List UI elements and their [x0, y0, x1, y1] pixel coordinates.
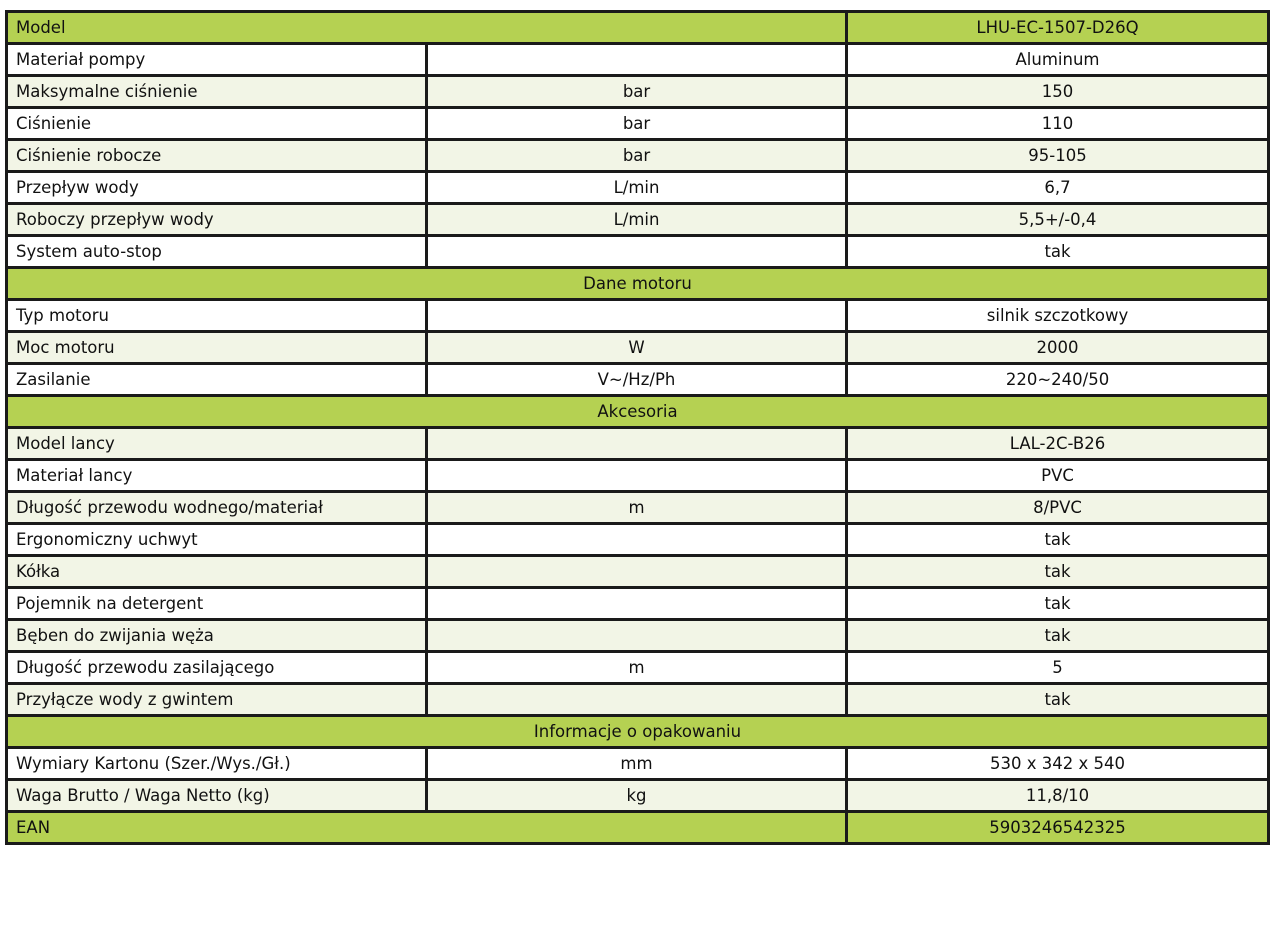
row-label: Zasilanie — [7, 364, 427, 396]
table-row — [7, 364, 1269, 396]
row-unit: L/min — [427, 172, 847, 204]
table-row — [7, 524, 1269, 556]
table-row — [7, 140, 1269, 172]
table-row — [7, 748, 1269, 780]
row-unit: bar — [427, 76, 847, 108]
section-title: Informacje o opakowaniu — [7, 716, 1269, 748]
table-row — [7, 684, 1269, 716]
table-row — [7, 76, 1269, 108]
model-label: Model — [7, 12, 847, 44]
row-unit: bar — [427, 140, 847, 172]
row-value: PVC — [847, 460, 1269, 492]
spec-table — [5, 10, 1270, 845]
row-label: Maksymalne ciśnienie — [7, 76, 427, 108]
row-unit — [427, 428, 847, 460]
row-label: Przepływ wody — [7, 172, 427, 204]
row-label: Długość przewodu zasilającego — [7, 652, 427, 684]
row-value: 530 x 342 x 540 — [847, 748, 1269, 780]
row-value: tak — [847, 684, 1269, 716]
row-unit: bar — [427, 108, 847, 140]
row-label: Bęben do zwijania węża — [7, 620, 427, 652]
row-label: Waga Brutto / Waga Netto (kg) — [7, 780, 427, 812]
table-row — [7, 620, 1269, 652]
row-label: Materiał lancy — [7, 460, 427, 492]
row-value: 2000 — [847, 332, 1269, 364]
table-row — [7, 428, 1269, 460]
row-unit — [427, 684, 847, 716]
row-value: 110 — [847, 108, 1269, 140]
table-footer-row — [7, 812, 1269, 844]
table-row — [7, 780, 1269, 812]
row-unit: mm — [427, 748, 847, 780]
row-value: tak — [847, 588, 1269, 620]
row-value: tak — [847, 524, 1269, 556]
row-value: Aluminum — [847, 44, 1269, 76]
table-row — [7, 588, 1269, 620]
row-value: 8/PVC — [847, 492, 1269, 524]
row-unit — [427, 300, 847, 332]
row-value: tak — [847, 556, 1269, 588]
table-row — [7, 492, 1269, 524]
ean-value: 5903246542325 — [847, 812, 1269, 844]
row-label: Typ motoru — [7, 300, 427, 332]
table-row — [7, 236, 1269, 268]
row-label: Ciśnienie — [7, 108, 427, 140]
row-unit: V~/Hz/Ph — [427, 364, 847, 396]
table-row — [7, 332, 1269, 364]
row-label: Długość przewodu wodnego/materiał — [7, 492, 427, 524]
row-unit — [427, 588, 847, 620]
row-unit — [427, 524, 847, 556]
table-row — [7, 44, 1269, 76]
row-unit: L/min — [427, 204, 847, 236]
table-row — [7, 460, 1269, 492]
row-label: Ciśnienie robocze — [7, 140, 427, 172]
row-label: Wymiary Kartonu (Szer./Wys./Gł.) — [7, 748, 427, 780]
row-label: Pojemnik na detergent — [7, 588, 427, 620]
table-header-row — [7, 12, 1269, 44]
row-value: 5,5+/-0,4 — [847, 204, 1269, 236]
row-unit: m — [427, 492, 847, 524]
section-header-accessories — [7, 396, 1269, 428]
table-row — [7, 300, 1269, 332]
row-unit: kg — [427, 780, 847, 812]
row-value: silnik szczotkowy — [847, 300, 1269, 332]
section-title: Akcesoria — [7, 396, 1269, 428]
row-value: 95-105 — [847, 140, 1269, 172]
row-label: Roboczy przepływ wody — [7, 204, 427, 236]
section-header-packaging — [7, 716, 1269, 748]
ean-label: EAN — [7, 812, 847, 844]
row-unit — [427, 460, 847, 492]
section-header-motor — [7, 268, 1269, 300]
row-unit — [427, 620, 847, 652]
row-value: 11,8/10 — [847, 780, 1269, 812]
table-row — [7, 204, 1269, 236]
row-value: 6,7 — [847, 172, 1269, 204]
row-label: Przyłącze wody z gwintem — [7, 684, 427, 716]
row-value: 150 — [847, 76, 1269, 108]
row-label: Moc motoru — [7, 332, 427, 364]
row-unit — [427, 556, 847, 588]
model-value: LHU-EC-1507-D26Q — [847, 12, 1269, 44]
row-unit: m — [427, 652, 847, 684]
row-label: Kółka — [7, 556, 427, 588]
row-label: Materiał pompy — [7, 44, 427, 76]
row-value: 5 — [847, 652, 1269, 684]
table-row — [7, 108, 1269, 140]
row-value: LAL-2C-B26 — [847, 428, 1269, 460]
table-row — [7, 652, 1269, 684]
row-label: Model lancy — [7, 428, 427, 460]
table-row — [7, 172, 1269, 204]
row-unit — [427, 236, 847, 268]
row-value: tak — [847, 620, 1269, 652]
row-value: tak — [847, 236, 1269, 268]
row-label: System auto-stop — [7, 236, 427, 268]
row-label: Ergonomiczny uchwyt — [7, 524, 427, 556]
row-value: 220~240/50 — [847, 364, 1269, 396]
table-row — [7, 556, 1269, 588]
row-unit — [427, 44, 847, 76]
section-title: Dane motoru — [7, 268, 1269, 300]
row-unit: W — [427, 332, 847, 364]
